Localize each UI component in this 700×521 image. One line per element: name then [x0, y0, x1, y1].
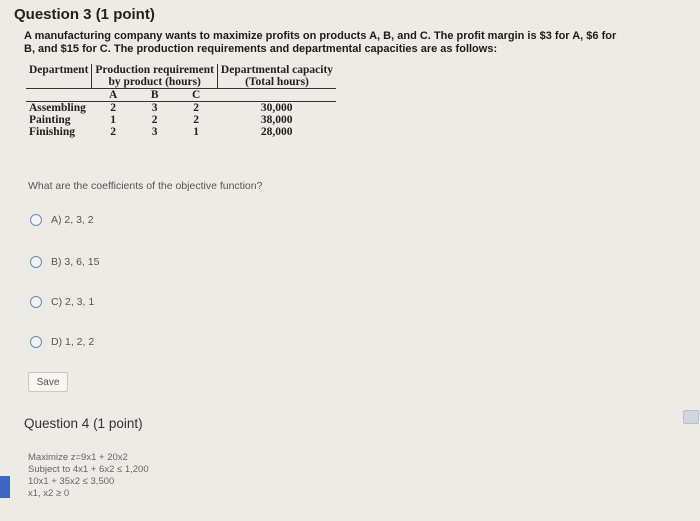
product-col-c: C [175, 89, 217, 102]
row-cap: 28,000 [260, 126, 293, 138]
question-4-line: 10x1 + 35x2 ≤ 3,500 [28, 476, 115, 487]
option-b-label: B) 3, 6, 15 [51, 256, 100, 268]
question-4-line: x1, x2 ≥ 0 [28, 488, 70, 499]
option-d[interactable] [30, 336, 94, 348]
flag-icon[interactable] [683, 410, 699, 424]
row-dept: Assembling [29, 102, 86, 114]
option-c[interactable] [30, 296, 94, 308]
question-3-title [14, 6, 155, 23]
option-a[interactable] [30, 214, 94, 226]
row-a: 2 [110, 102, 117, 114]
product-col-a: A [92, 89, 134, 102]
row-cap: 30,000 [260, 102, 293, 114]
save-button[interactable]: Save [28, 372, 68, 392]
table-row [26, 102, 336, 115]
question-3-ask: What are the coefficients of the objective function? [28, 180, 263, 192]
product-col-spacer [26, 89, 92, 102]
question-4-line: Subject to 4x1 + 6x2 ≤ 1,200 [28, 464, 149, 475]
radio-icon[interactable] [30, 214, 42, 226]
prompt-line-1: A manufacturing company wants to maximize profits on products A, B, and C. The profit margin is $3 for A, $6 for [24, 30, 617, 42]
row-dept: Painting [29, 114, 71, 126]
question-4-points: (1 point) [93, 416, 143, 431]
radio-icon[interactable] [30, 256, 42, 268]
row-c: 2 [193, 114, 200, 126]
question-3-label: Question 3 [14, 6, 92, 23]
header-capacity: Departmental capacity [220, 64, 334, 76]
question-4-title [24, 416, 143, 431]
question-3-points: (1 point) [95, 6, 155, 23]
row-c: 1 [193, 126, 200, 138]
row-a: 2 [110, 126, 117, 138]
table-row [26, 114, 336, 126]
side-tab-marker [0, 476, 10, 498]
radio-icon[interactable] [30, 296, 42, 308]
sub-capacity: (Total hours) [217, 76, 336, 89]
sub-production: by product (hours) [92, 76, 218, 89]
header-department: Department [26, 64, 92, 76]
row-a: 1 [110, 114, 117, 126]
row-b: 3 [151, 126, 158, 138]
header-department-spacer [26, 76, 92, 89]
option-b[interactable] [30, 256, 99, 268]
option-a-label: A) 2, 3, 2 [51, 214, 94, 226]
product-col-b: B [134, 89, 175, 102]
question-3-prompt [24, 30, 694, 56]
radio-icon[interactable] [30, 336, 42, 348]
question-4-label: Question 4 [24, 416, 90, 431]
row-cap: 38,000 [260, 114, 293, 126]
table-row [26, 126, 336, 138]
question-4-body [28, 452, 149, 500]
row-b: 2 [151, 114, 158, 126]
question-4-line: Maximize z=9x1 + 20x2 [28, 452, 128, 463]
row-b: 3 [151, 102, 158, 114]
option-d-label: D) 1, 2, 2 [51, 336, 95, 348]
row-dept: Finishing [29, 126, 76, 138]
prompt-line-2: B, and $15 for C. The production requirements and departmental capacities are as follows: [24, 43, 498, 55]
option-c-label: C) 2, 3, 1 [51, 296, 95, 308]
row-c: 2 [193, 102, 200, 114]
header-production: Production requirement [92, 64, 218, 76]
requirements-table [26, 64, 336, 138]
capacity-col-spacer [217, 89, 336, 102]
